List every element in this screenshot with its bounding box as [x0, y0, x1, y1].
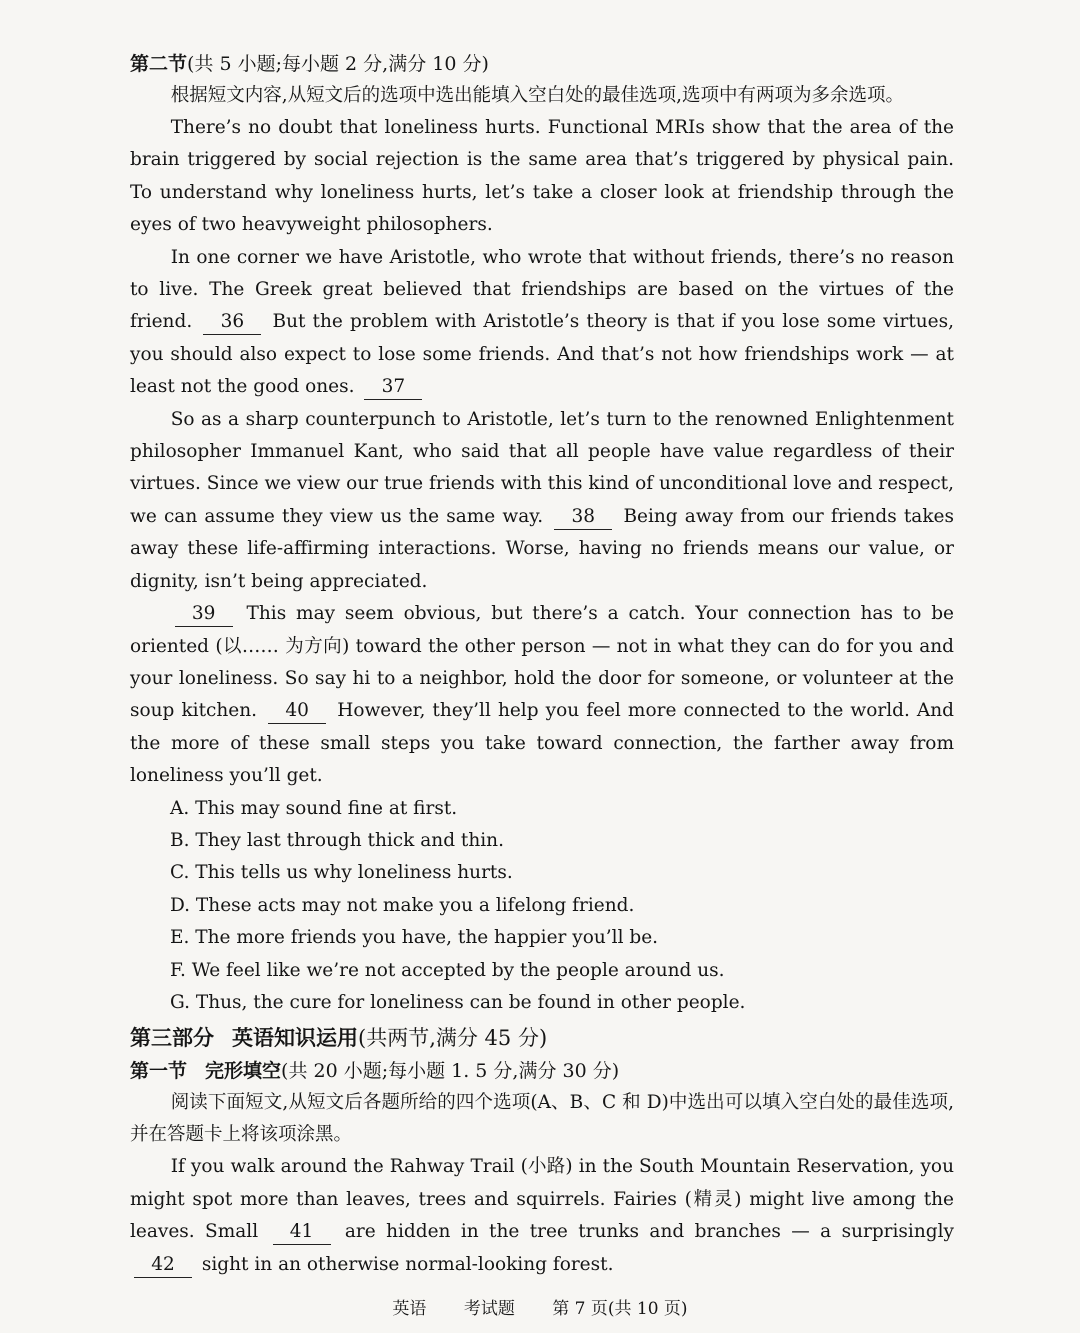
- cloze-text-1: If you walk around the Rahway Trail (小路) in the South Mountain Reservation, you might spot more than leaves, trees and squirrels. Fairies (精灵) might live among the leaves. Small: [130, 1156, 954, 1243]
- section2-instruction: 根据短文内容,从短文后的选项中选出能填入空白处的最佳选项,选项中有两项为多余选项。: [170, 85, 904, 106]
- passage-p2-text-b: But the problem with Aristotle’s theory is that if you lose some virtues, you should also expect to lose some friends. And that’s not how friendships work — at least not the good ones.: [130, 311, 954, 398]
- option-b: B. They last through thick and thin.: [170, 829, 504, 851]
- cloze-text-2: are hidden in the tree trunks and branches — a surprisingly: [344, 1221, 954, 1243]
- passage-p4-text-a: This may seem obvious, but there’s a catch. Your connection has to be oriented (以…… 为方向) toward the other person — not in what they can do for you and your loneliness. So say hi to a neighbor, hold the door for someone, or volunteer at the soup kitchen.: [130, 603, 954, 722]
- footer-page-number: 第 7 页(共 10 页): [552, 1299, 688, 1319]
- section1-heading-bold-1: 第一节: [130, 1060, 188, 1083]
- passage-paragraph-4: [130, 598, 954, 792]
- footer-subject: 英语: [392, 1299, 427, 1319]
- option-d: D. These acts may not make you a lifelong friend.: [170, 894, 635, 916]
- option-f: F. We feel like we’re not accepted by the people around us.: [170, 959, 725, 981]
- section2-heading-bold: 第二节: [130, 53, 188, 75]
- passage-p2-text-a: In one corner we have Aristotle, who wrote that without friends, there’s no reason to live. The Greek great believed that friendships are based on the virtues of the friend.: [130, 246, 954, 333]
- page-footer: [0, 1294, 1080, 1319]
- option-a: A. This may sound fine at first.: [170, 797, 458, 819]
- blank-36: 36: [203, 310, 261, 335]
- blank-38: 38: [554, 505, 612, 530]
- part3-heading-bold-2: 英语知识运用: [232, 1025, 358, 1051]
- section1-heading-bold-2: 完形填空: [205, 1060, 282, 1083]
- blank-39: 39: [175, 602, 233, 627]
- section2-heading-rest: (共 5 小题;每小题 2 分,满分 10 分): [187, 53, 489, 75]
- blank-41: 41: [273, 1220, 331, 1245]
- section1-heading: [130, 1055, 954, 1087]
- section1-instruction: 阅读下面短文,从短文后各题所给的四个选项(A、B、C 和 D)中选出可以填入空白处的最佳选项,并在答题卡上将该项涂黑。: [130, 1092, 954, 1146]
- passage-paragraph-2: [130, 242, 954, 404]
- blank-40: 40: [268, 699, 326, 724]
- passage-p4-text-b: However, they’ll help you feel more connected to the world. And the more of these small steps you take toward connection, the farther away from loneliness you’ll get.: [130, 700, 955, 787]
- part3-heading: [130, 1021, 954, 1055]
- passage-p3-text-a: So as a sharp counterpunch to Aristotle, let’s turn to the renowned Enlightenment philosopher Immanuel Kant, who said that all people have value regardless of their virtues. Since we view our true friends with this kind of unconditional love and respect, we can assume they view us the same way.: [130, 408, 954, 527]
- cloze-text-3: sight in an otherwise normal-looking forest.: [201, 1253, 614, 1275]
- passage-p3-text-b: Being away from our friends takes away these life-affirming interactions. Worse, having no friends means our value, or dignity, isn’t being appreciated.: [130, 505, 954, 592]
- passage-paragraph-1: There’s no doubt that loneliness hurts. Functional MRIs show that the area of the brain triggered by social rejection is the same area that’s triggered by physical pain. To understand why loneliness hurts, let’s take a closer look at friendship through the eyes of two heavyweight philosophers.: [130, 117, 954, 236]
- section1-heading-rest: (共 20 小题;每小题 1. 5 分,满分 30 分): [281, 1060, 620, 1083]
- part3-heading-bold-1: 第三部分: [130, 1025, 214, 1051]
- part3-heading-rest: (共两节,满分 45 分): [358, 1026, 548, 1051]
- section2-heading: [130, 48, 954, 80]
- cloze-paragraph-1: [130, 1151, 954, 1281]
- options-list: [130, 793, 954, 1020]
- option-e: E. The more friends you have, the happier you’ll be.: [170, 927, 659, 949]
- blank-42: 42: [134, 1253, 192, 1278]
- passage-paragraph-3: [130, 404, 954, 598]
- option-g: G. Thus, the cure for loneliness can be found in other people.: [170, 991, 746, 1013]
- blank-37: 37: [364, 375, 422, 400]
- footer-type: 考试题: [463, 1299, 515, 1319]
- option-c: C. This tells us why loneliness hurts.: [170, 862, 513, 884]
